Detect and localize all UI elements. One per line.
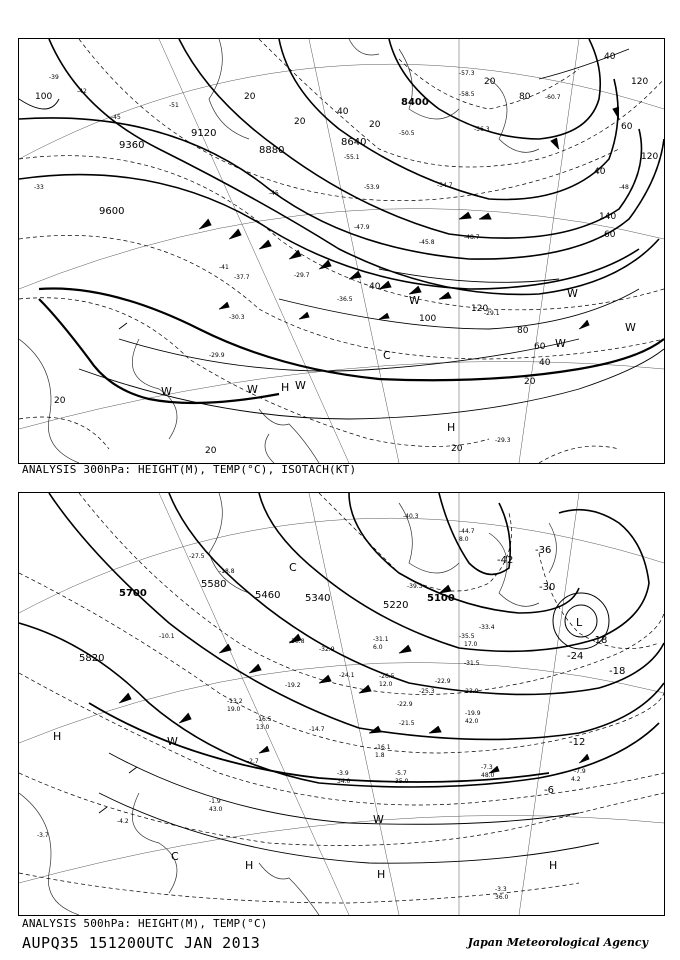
height-label: 5700 [119,588,147,599]
height-label: 5460 [255,590,281,601]
isotach-label: 140 [599,212,617,222]
high-center: H [377,868,386,881]
isotach-label: 40 [604,52,616,62]
height-label: 9360 [119,140,145,151]
temp-label: -36.5 [337,296,353,303]
isotach-label: 40 [369,282,381,292]
station-value: -33.4 [479,624,495,631]
temp-label: -47.9 [354,224,370,231]
isotach-label: 80 [517,326,529,336]
panel-caption-300hpa: ANALYSIS 300hPa: HEIGHT(M), TEMP(°C), ISOTACH(KT) [22,463,357,476]
warm-center: W [373,813,384,826]
temp-label: -45 [269,190,279,197]
warm-center: W [409,294,420,307]
isotach-label: 20 [524,377,536,387]
station-value: -23.9 [463,688,479,695]
station-value: -2.7 [247,758,259,765]
temp-label: -45 [111,114,121,121]
high-center: H [281,381,290,394]
isotach-label: 120 [471,304,489,314]
warm-center: W [161,385,172,398]
temp-label: -53.9 [364,184,380,191]
station-value: -31.1 [373,636,389,643]
isotach-label: 20 [451,444,463,454]
station-value: 43.0 [209,806,223,813]
station-value: -4.2 [117,818,129,825]
station-value: -3.7 [37,832,49,839]
isotach-labels [35,52,658,456]
temp-label: -18 [609,666,626,677]
map-300hpa-canvas [19,39,664,463]
station-value: -7.9 [574,768,586,775]
temp-label: -45.8 [419,239,435,246]
station-value: -19.9 [465,710,481,717]
warm-center: W [247,383,258,396]
height-label: 9600 [99,206,125,217]
height-label: 9120 [191,128,217,139]
station-value: 36.0 [495,894,509,901]
map-500hpa-canvas [19,493,664,915]
pressure-centers [53,561,586,881]
cold-center: C [171,850,179,863]
height-label: 8400 [401,97,429,108]
station-value: -3.9 [337,770,349,777]
high-center: H [53,730,62,743]
station-value: -27.5 [189,553,205,560]
station-value: 12.0 [379,681,393,688]
temp-label: -29.7 [294,272,310,279]
station-value: -31.5 [464,660,480,667]
station-value: -13.2 [227,698,243,705]
station-value: -14.7 [309,726,325,733]
station-value: -10.1 [159,633,175,640]
temp-label: -18 [591,635,608,646]
station-value: -1.9 [209,798,221,805]
temp-label: -6 [544,785,554,796]
station-value: -16.5 [256,716,272,723]
station-value: -24.1 [339,672,355,679]
height-label: 5100 [427,593,455,604]
isotach-label: 20 [294,117,306,127]
warm-center: W [567,287,578,300]
temp-label: -29.1 [484,310,500,317]
low-center: L [576,616,583,629]
isotach-label: 20 [484,77,496,87]
station-value: -5.7 [395,770,407,777]
station-value: -32.9 [319,646,335,653]
temp-label: -42 [77,88,87,95]
height-label: 5580 [201,579,227,590]
warm-center: W [625,321,636,334]
high-center: H [447,421,456,434]
station-value: -26.5 [379,673,395,680]
station-value: -22.9 [397,701,413,708]
isotach-label: 40 [594,167,606,177]
coastlines [19,39,539,463]
pressure-centers [161,287,636,434]
station-value: -30.8 [289,638,305,645]
temp-label: -56.3 [474,126,490,133]
graticule [19,493,664,915]
temp-label: -57.3 [459,70,475,77]
station-value: -44.7 [459,528,475,535]
isotach-label: 100 [419,314,437,324]
station-value: 42.0 [465,718,479,725]
height-label: 8640 [341,137,367,148]
temp-label: -24 [567,651,584,662]
cold-center: C [383,349,391,362]
station-value: -22.9 [435,678,451,685]
station-value: -7.3 [481,764,493,771]
height-labels [79,579,455,664]
isotach-label: 100 [35,92,53,102]
isotach-label: 120 [641,152,659,162]
station-value: 6.0 [373,644,383,651]
temp-label: -58.5 [459,91,475,98]
height-labels [99,97,429,217]
temp-label: -33 [34,184,44,191]
isotach-label: 40 [539,358,551,368]
temp-label: -55.1 [344,154,360,161]
isotach-label: 20 [369,120,381,130]
isotach-label: 40 [337,107,349,117]
panel-caption-500hpa: ANALYSIS 500hPa: HEIGHT(M), TEMP(°C) [22,917,268,930]
isotherms [19,493,664,903]
station-value: -16.1 [375,744,391,751]
product-id: AUPQ35 151200UTC JAN 2013 [22,934,261,952]
station-value: -35.5 [459,633,475,640]
temp-label: -42 [497,555,514,566]
station-value: 13.0 [256,724,270,731]
temp-label: -12 [569,737,586,748]
station-value: -18.8 [219,568,235,575]
temperature-labels [34,70,629,444]
station-value: 34.0 [337,778,351,785]
temp-label: -30 [539,582,556,593]
isotach-label: 80 [519,92,531,102]
station-value: 19.0 [227,706,241,713]
station-value: 4.2 [571,776,581,783]
station-value: 48.0 [481,772,495,779]
agency-credit: Japan Meteorological Agency [467,936,648,949]
station-value: 35.0 [395,778,409,785]
high-center: H [245,859,254,872]
temp-label: -30.3 [229,314,245,321]
height-label: 5220 [383,600,409,611]
temp-label: -29.3 [495,437,511,444]
isotach-label: 20 [244,92,256,102]
station-value: -19.2 [285,682,301,689]
isotach-label: 60 [604,230,616,240]
warm-center: W [555,337,566,350]
temp-label: -60.7 [545,94,561,101]
isotachs [19,49,664,419]
temp-label: -50.5 [399,130,415,137]
station-value: 17.0 [464,641,478,648]
station-value: -40.3 [403,513,419,520]
other-contours [99,753,599,863]
height-label: 8880 [259,145,285,156]
warm-center: W [295,379,306,392]
map-panel-300hpa [18,38,665,464]
station-value: -3.3 [495,886,507,893]
temp-label: -37.7 [234,274,250,281]
isotach-label: 20 [54,396,66,406]
station-value: 8.0 [459,536,469,543]
cold-center: C [289,561,297,574]
temp-label: -54.7 [437,182,453,189]
temp-label: -48.7 [464,234,480,241]
isotach-label: 60 [534,342,546,352]
isotach-label: 120 [631,77,649,87]
temp-label: -48 [619,184,629,191]
isotach-label: 60 [621,122,633,132]
map-panel-500hpa [18,492,665,916]
warm-center: W [167,735,178,748]
station-value: -39.3 [407,583,423,590]
jet-axis [39,289,664,404]
station-value: -25.3 [419,688,435,695]
height-label: 5340 [305,593,331,604]
temp-label: -29.9 [209,352,225,359]
high-center: H [549,859,558,872]
temp-label: -51 [169,102,179,109]
temp-label: -39 [49,74,59,81]
isotach-label: 20 [205,446,217,456]
height-label: 5820 [79,653,105,664]
station-value: 1.8 [375,752,385,759]
station-value: -21.5 [399,720,415,727]
temp-label: -41 [219,264,229,271]
temp-label: -36 [535,545,552,556]
